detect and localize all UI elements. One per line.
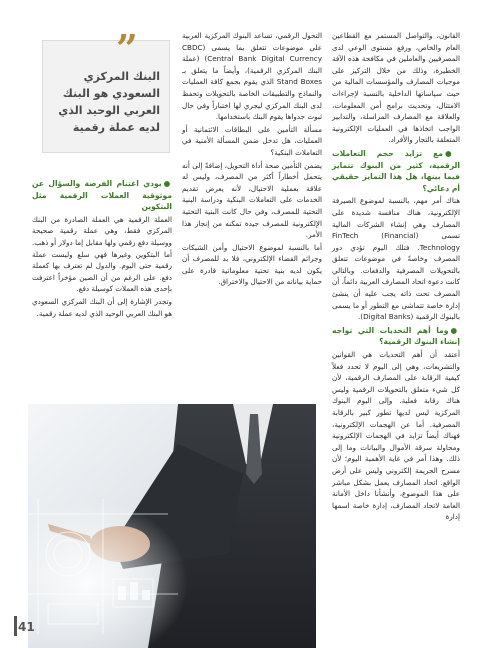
quote-mark-icon: ” — [116, 26, 135, 71]
paragraph: يضمن التأمين صحة أداة التحويل، إضافةً إلى أنه يتحمل أخطاراً أكثر من المصرف، وليس له علاقة بعملية الاحتيال، لأنه يعرض تقديم الخدمات على التعاملات البنكية ودراسة البنية التحتية للمصرف، وفي حال كانت البنية التحتية الإلكترونية للمصرف جيدة تمكنه من إنجاز هذا الأمر. — [182, 160, 322, 240]
article-column-right — [332, 30, 460, 524]
article-column-left — [32, 176, 172, 320]
page-number: 41 — [18, 620, 35, 634]
paragraph: وتجدر الإشارة إلى أن البنك المركزي السعودي هو البنك العربي الوحيد الذي لديه عملة رقمية. — [32, 296, 172, 318]
paragraph: العملة الرقمية هي العملة الصادرة من البنك المركزي فقط، وهي عملة رقمية صحيحة ووسيلة دفع رقمي ولها مقابل إما دولار أو ذهب. أما البتكوين وغيرها فهي سلع وليست عملة رقمية حتى اليوم. والدول لم تعترف بها كعملة دفع. على الرغم من أن الصين مؤخراً اعترفت بإحدى هذه العملات كوسيلة دفع. — [32, 214, 172, 294]
paragraph: التحول الرقمي، تساعد البنوك المركزية العربية على موضوعات تتعلق بما يسمى (CBDC (Central Bank Digital Currency (عملة البنك المركزي الرقمية)، وأيضاً ما يتعلق بـ Stand Boxes الذي يقوم بجمع كافة العمليات والنماذج والتطبيقات الخاصة بالتحويلات وتحفظ لدى البنك المركزي ليجري لها اختباراً وفي حال ثبوت جدواها يقوم البنك باستخدامها. — [182, 31, 323, 122]
bullet-icon: ● — [450, 325, 460, 335]
paragraph: مسألة التأمين على البطاقات الائتمانية أو العمليات، هل تدخل ضمن المسألة الأمنية في التعاملات البنكية؟ — [182, 124, 322, 157]
paragraph: هناك أمر مهم، بالنسبة لموضوع الصيرفة الإلكترونية، هناك منافسة شديدة على المصارف وهي إنشاء الشركات المالية تسمى (FinTech (Financial Technology. فتلك اليوم تؤدي دور المصرف وخاصةً في موضوعات تتعلق بالتحويلات المصرفية والدفعات. وبالتالي كانت دعوة اتحاد المصارف العربية دائماً، أن المصرف تحت ذاته يجب عليه أن ينشئ إدارة خاصة تتماشى مع التطور أو ما يسمى بالبنوك الرقمية (Digital Banks). — [332, 196, 460, 322]
page-number-bar — [14, 616, 17, 636]
paragraph: أعتقد أن أهم التحديات هي القوانين والتشريعات، وهي إلى اليوم لا تحدد فعلاً كيفية الرقابة على المصارف الرقمية، لأن كل شيء متعلق بالتحويلات الرقمية وليس هناك رقابة فعلية. وإلى اليوم البنوك المركزية ليس لديها تطور كبير بالرقابة المصرفية. أما عن الهجمات الإلكترونية، فهناك أيضاً تزايد في الهجمات الإلكترونية ومحاولة سرقة الأموال والبيانات وما إلى ذلك. وهذا أمر في غاية الأهمية اليوم؛ لأن مسرح الجريمة إلكتروني وليس على أرض الواقع. اتحاد المصارف يعمل بشكل مباشر على هذا الموضوع، وأنشأنا داخل الأمانة العامة لاتحاد المصارف، إدارة خاصة اسمها إدارة — [332, 350, 460, 522]
pullquote-text: البنك المركزي السعودي هو البنك العربي الوحيد الذي لديه عملة رقمية — [58, 70, 160, 134]
paragraph: أما بالنسبة لموضوع الاحتيال وأمن الشبكات وجرائم الفضاء الإلكتروني، فلا بد للمصرف أن يكون لديه بنية تحتية معلوماتية قادرة على حماية بياناته من الاحتيال والاختراق. — [182, 242, 322, 287]
paragraph: القانون، والتواصل المستمر مع القطاعين العام والخاص، ورفع مستوى الوعي لدى المصرفيين والعاملين في مكافحة هذه الآفة الخطيرة، وذلك من خلال التركيز على موجبات المصارف والمؤسسات المالية من حيث سياساتها الداخلية بالنسبة لإجراءات الامتثال، وتحديث برامج أمن المعلومات، والعلاقة مع المصارف المراسلة، والتدابير الواجب اتخاذها في العمليات الإلكترونية المتعلقة بالتجار والأفراد. — [332, 31, 460, 145]
article-column-middle — [182, 30, 322, 289]
bullet-icon: ● — [163, 179, 172, 188]
question-heading: ●وما أهم التحديات التي تواجه إنشاء البنوك الرقمية؟ — [332, 325, 460, 347]
question-heading: ●مع تزايد حجم التعاملات الرقمية، كثير من البنوك تتمايز فيما بينها، هل هذا التمايز حقيقي أم دعائي؟ — [332, 148, 460, 193]
businessman-photo — [28, 404, 316, 648]
question-heading: ●بودي اغتنام الفرصة والسؤال عن موثوقية العملات الرقمية مثل البتكوين — [32, 179, 172, 212]
bullet-icon: ● — [445, 148, 460, 158]
businessman-illustration — [28, 404, 316, 648]
